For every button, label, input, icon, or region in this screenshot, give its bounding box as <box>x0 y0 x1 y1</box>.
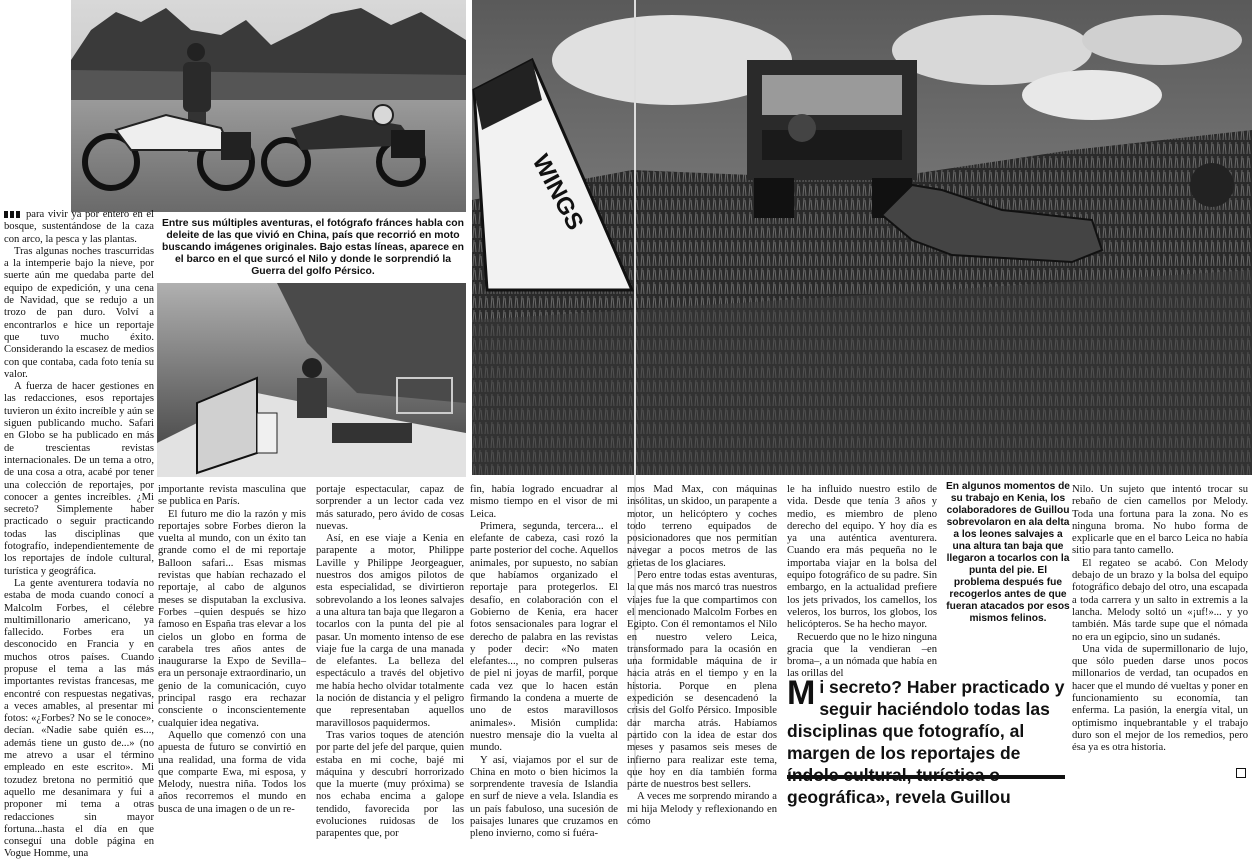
column-1 <box>4 209 154 860</box>
photo-motorcycles <box>71 0 466 212</box>
col4-para-3: Y así, viajamos por el sur de China en moto o bien hicimos la sorprendente travesía de Islandia en surf de nieve a vela. Islandia es un país fabuloso, una sucesión de paisajes lunares que cruzamos en pleno invierno, como si fuéra- <box>470 754 618 840</box>
col3-para-1: portaje espectacular, capaz de sorprender a un lector cada vez más saturado, pero ávido de cosas nuevas. <box>316 484 464 532</box>
pull-quote-dropcap: M <box>787 674 816 712</box>
col7-para-3: Una vida de supermillonario de lujo, que sólo pueden darse unos pocos millonarios de verdad, tan ocupados en hacer que el mundo dé vueltas y poner en funcionamiento su economía, tan enferma. La pasión, la energía vital, un optimismo inquebrantable y el trabajo duro son el mejor de los remedios, pero ésa ya es otra historia. <box>1072 643 1248 754</box>
col6-para-1: le ha influido nuestro estilo de vida. Desde que tenía 3 años y medio, es miembro de pleno derecho del equipo. Y hoy día es ya una auténtica aventurera. Cuando era más pequeña no le importaba viajar en la bolsa del equipo fotográfico de su padre. Sin embargo, en la actualidad prefiere los jets privados, los camellos, los veleros, los burros, los globos, los helicópteros. Se ha hecho mayor. <box>787 484 937 631</box>
col7-para-2: El regateo se acabó. Con Melody debajo de un brazo y la bolsa del equipo fotográfico debajo del otro, una escapada a toda carrera y un salto in extremis a la lancha. Melody soltó un «¡uf!»... y yo también. Más tarde supe que el nómada no era un egipcio, sino un sudanés. <box>1072 557 1248 643</box>
col1-para-4: La gente aventurera todavía no estaba de moda cuando conocí a Malcolm Forbes, el célebre multimillonario americano, ya fallecido. Forbes era un desconocido en Francia y en muchos otros países. Cuando propuse el tema a las más importantes revistas francesas, me encontré con respuestas negativas, a veces amables, al presentar mi fotos: «¿Forbes? No se le conoce», decían. «Nadie sabe quién es..., además tiene un gusto de...» (no me atrevo a usar el término empleado en este escrito». Mi tozudez bretona no permitió que aquello me desanimara y fui a proponer mi tema a otras redacciones sin mayor fortuna...hasta el día en que conseguí una doble página en Vogue Homme, una <box>4 577 154 860</box>
col3-para-2: Así, en ese viaje a Kenia en parapente a motor, Philippe Laville y Philippe Jeorgeaguer, nuestros dos amigos pilotos de esta especialidad, se divirtieron sobrevolando a los leones salvajes a una altura tan baja que llegaron a tocarlos con la punta del pie al pasar. Un momento intenso de ese viaje fue la carga de una manada de elefantes. La belleza del espectáculo a través del objetivo me había hecho olvidar totalmente la noción de distancia y el peligro que representaban aquellos maravillosos paquidermos. <box>316 533 464 729</box>
photo-boat-nile <box>157 283 466 477</box>
column-5 <box>627 484 777 828</box>
col4-para-2: Primera, segunda, tercera... el elefante de cabeza, casi rozó la parte posterior del coche. Aquellos animales, por supuesto, no sabían que habíamos organizado el reportaje para protegerlos. El desafío, en colaboración con el Gobierno de Kenia, era hacer fotos sensacionales para lograr el derecho de palabra en las revistas y poder decir: «No maten elefantes..., no compren pulseras de piel ni joyas de marfil, porque cada vez que lo hacen están firmando la condena a muerte de uno de estos maravillosos animales». Misión cumplida: nuestro mensaje dio la vuelta al mundo. <box>470 520 618 754</box>
col2-para-2: El futuro me dio la razón y mis reportajes sobre Forbes dieron la vuelta al mundo, con un éxito tan grande como el de mi reportaje Balloon safari... Esas mismas revistas que habían rechazado el reportaje, al cabo de algunos meses se disputaban la exclusiva. Forbes –quien después se hizo famoso en España tras elevar a los cielos un globo en forma de carabela tres años antes de inaugurarse la Expo de Sevilla– era un personaje extraordinario, un genio de la comunicación, cuyo principal rasgo era rechazar consciente o inconscientemente cualquier idea negativa. <box>158 508 306 729</box>
caption-china-nile: Entre sus múltiples aventuras, el fotógrafo fránces habla con deleite de las que vivió en China, país que recorrió en moto buscando imágenes originales. Bajo estas líneas, aparece en el barco en el que surcó el Nilo y donde le sorprendió la Guerra del golfo Pérsico. <box>161 218 465 277</box>
col1-para-1: para vivir ya por entero en el bosque, sustentándose de la caza con arco, la pesca y las plantas. <box>4 209 154 245</box>
pull-quote-text: i secreto? Haber practicado y seguir haciéndolo todas las disciplinas que fotografío, al margen de los reportajes de geográfica», revela Guillou <box>787 677 1065 807</box>
column-7 <box>1072 484 1248 781</box>
col2-para-3: Aquello que comenzó con una apuesta de futuro se convirtió en una realidad, una forma de vida que comparte Ewa, mi esposa, y Melody, nuestra niña. Todos los años recorremos el mundo en busca de una imagen o de un re- <box>158 729 306 815</box>
col5-para-3: A veces me sorprendo mirando a mi hija Melody y reflexionando en cómo <box>627 791 777 828</box>
motorcycles-illustration <box>71 0 466 212</box>
pull-quote <box>787 676 1065 808</box>
column-4 <box>470 484 618 840</box>
col5-para-1: mos Mad Max, con máquinas insólitas, un skidoo, un parapente a motor, un helicóptero y coches todo terreno equipados de posicionadores que nos permitían navegar a pocos metros de las grietas de los glaciares. <box>627 484 777 569</box>
section-bullets-icon <box>4 211 22 218</box>
column-6 <box>787 484 937 680</box>
col1-para-2: Tras algunas noches trascurridas a la intemperie bajo la nieve, por suerte aún me quedaba parte del equipo de expedición, y una cena de Navidad, que se redujo a un trozo de pan duro. Volví a encontrarlos e hice un reportaje que tuvo mucho éxito. Considerando la escasez de medios con que contaba, cada foto tenía su valor. <box>4 245 154 380</box>
col7-para-1: Nilo. Un sujeto que intentó trocar su rebaño de cien camellos por Melody. Toda una fortuna para la zona. No es ninguna broma. No hubo forma de explicarle que en el barco Leica no había sitio para tanto camello. <box>1072 484 1248 557</box>
col2-para-1: importante revista masculina que se publica en París. <box>158 484 306 508</box>
pull-quote-rule <box>787 775 1065 779</box>
kenya-illustration <box>472 0 1252 475</box>
col4-para-1: fin, había logrado encuadrar al mismo tiempo en el visor de mi Leica. <box>470 484 618 520</box>
photo-kenya-grassland <box>472 0 1252 475</box>
column-3 <box>316 484 464 840</box>
boat-illustration <box>157 283 466 477</box>
col3-para-3: Tras varios toques de atención por parte del jefe del parque, quien estaba en mi coche, bajé mi máquina y descubrí horrorizado que la muerte (muy próxima) se nos echaba encima a galope tendido, favorecida por las evoluciones ruidosas de los parapentes que, por <box>316 729 464 840</box>
col1-para-3: A fuerza de hacer gestiones en las redacciones, esos reportajes tuvieron un éxito increíble y aún se siguen publicando mucho. Safari en Globo se ha publicado en más de trescientas revistas internacionales. De un tema a otro, de una cosa a otra, acabé por tener una colección de reportajes, por conocer a gentes increíbles. ¿Mi secreto? Simplemente haber practicado o seguir practicando todas las disciplinas que fotografío, independientemente de los reportajes de índole cultural, turística y geográfica. <box>4 381 154 577</box>
col6-para-2: Recuerdo que no le hizo ninguna gracia que la vendieran –en broma–, a un nómada que había en las orillas del <box>787 631 937 680</box>
caption-kenia-lions: En algunos momentos de su trabajo en Kenia, los colaboradores de Guillou sobrevolaron en ala delta a los leones salvajes a una altura tan baja que llegaron a tocarlos con la punta del pie. El problema después fue recogerlos antes de que fueran atacados por esos mismos felinos. <box>946 481 1070 624</box>
wing-lettering: WINGS <box>526 150 589 235</box>
column-2 <box>158 484 306 815</box>
col5-para-2: Pero entre todas estas aventuras, la que más nos marcó tras nuestros viajes fue la que compartimos con el mencionado Malcolm Forbes en Egipto. Con él remontamos el Nilo en nuestro velero Leica, transformado para la ocasión en una formidable máquina de ir hacia atrás en el tiempo y en la historia. Porque en plena expedición se desencadenó la crisis del Golfo Pérsico. Imposible dar marcha atrás. Habíamos partido con la idea de estar dos meses y pasamos seis meses de infierno para realizar este tema, que hoy en día también forma parte de nuestros best sellers. <box>627 570 777 791</box>
end-mark-icon <box>1236 768 1246 778</box>
